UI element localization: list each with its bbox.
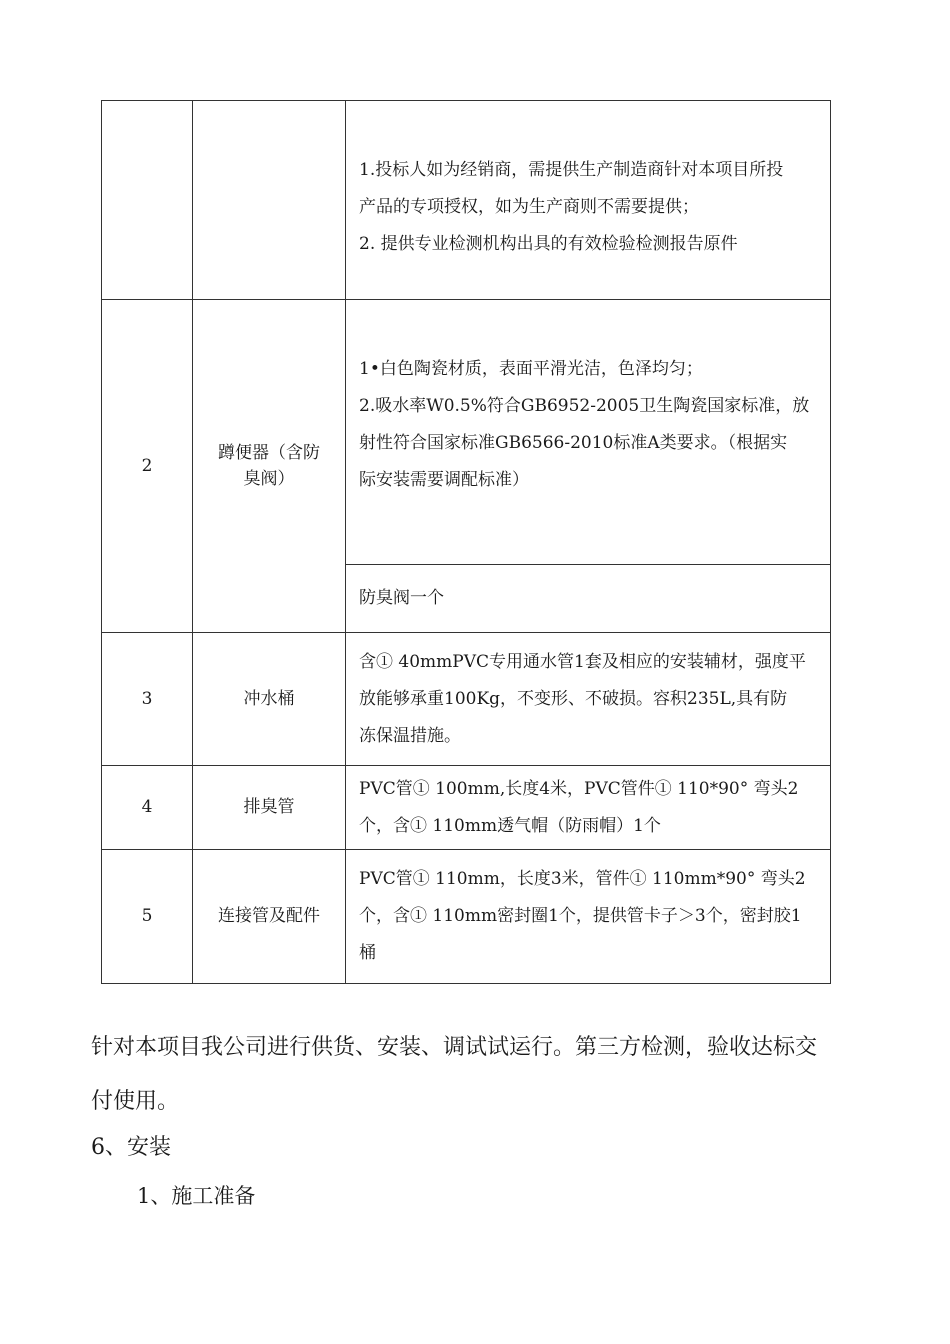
description-line: 2.吸水率W0.5%符合GB6952-2005卫生陶瓷国家标准，放 — [359, 396, 810, 416]
description-cell — [346, 101, 831, 300]
description-line: 际安装需要调配标准） — [359, 470, 529, 490]
description-line: 个，含① 110mm透气帽（防雨帽）1个 — [359, 815, 661, 836]
description-line: 2. 提供专业检测机构出具的有效检验检测报告原件 — [359, 233, 738, 254]
table-row — [102, 300, 831, 565]
table-row — [102, 766, 831, 850]
item-name-cell: 蹲便器（含防 臭阀） — [193, 300, 346, 633]
table-row — [102, 101, 831, 300]
description-cell — [346, 633, 831, 766]
description-line: 产品的专项授权，如为生产商则不需要提供； — [359, 196, 699, 217]
item-name-cell: 排臭管 — [193, 766, 346, 850]
description-cell — [346, 300, 831, 565]
paragraph-line: 付使用。 — [91, 1089, 180, 1114]
table-row — [102, 850, 831, 984]
description-cell — [346, 565, 831, 633]
description-line: 桶 — [359, 943, 376, 963]
row-number-cell: 5 — [102, 850, 193, 984]
spec-table — [101, 100, 831, 984]
description-line: 1.投标人如为经销商，需提供生产制造商针对本项目所投 — [359, 159, 784, 180]
row-number-cell: 3 — [102, 633, 193, 766]
description-line: PVC管① 100mm,长度4米，PVC管件① 110*90° 弯头2 — [359, 778, 799, 799]
description-line: 放能够承重100Kg，不变形、不破损。容积235L,具有防 — [359, 688, 788, 709]
description-line: PVC管① 110mm，长度3米，管件① 110mm*90° 弯头2 — [359, 869, 806, 889]
subsection-heading: 1、施工准备 — [137, 1184, 256, 1208]
description-cell — [346, 850, 831, 984]
row-number-cell: 4 — [102, 766, 193, 850]
description-line: 个，含① 110mm密封圈1个，提供管卡子＞3个，密封胶1 — [359, 906, 802, 926]
description-line: 射性符合国家标准GB6566-2010标准A类要求。（根据实 — [359, 433, 788, 453]
table-row — [102, 633, 831, 766]
item-name-cell — [193, 101, 346, 300]
description-line: 冻保温措施。 — [359, 725, 461, 746]
description-line: 防臭阀一个 — [359, 588, 444, 609]
description-line: 含① 40mmPVC专用通水管1套及相应的安装辅材，强度平 — [359, 651, 806, 672]
description-line: 1•白色陶瓷材质，表面平滑光洁，色泽均匀； — [359, 359, 703, 379]
item-name-cell: 冲水桶 — [193, 633, 346, 766]
paragraph-line: 针对本项目我公司进行供货、安装、调试试运行。第三方检测，验收达标交 — [91, 1035, 818, 1060]
section-heading: 6、安装 — [91, 1135, 171, 1160]
body-paragraph — [91, 1021, 831, 1129]
description-cell — [346, 766, 831, 850]
item-name-cell: 连接管及配件 — [193, 850, 346, 984]
row-number-cell — [102, 101, 193, 300]
row-number-cell: 2 — [102, 300, 193, 633]
